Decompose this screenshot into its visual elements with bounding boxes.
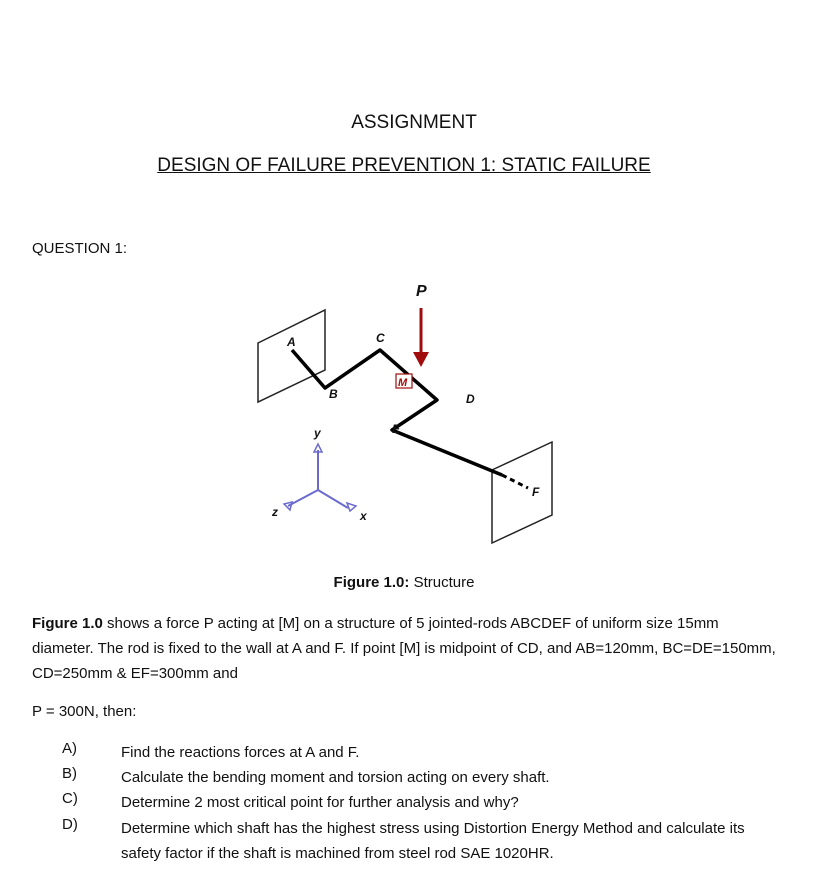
label-e: E	[392, 422, 401, 436]
label-p: P	[416, 283, 427, 300]
wall-a	[258, 310, 325, 402]
force-p-head	[413, 352, 429, 367]
wall-f	[492, 442, 552, 543]
caption-text: Structure	[409, 574, 475, 591]
item-text: Find the reactions forces at A and F.	[121, 744, 360, 761]
item-label: D)	[62, 816, 78, 833]
item-label: C)	[62, 790, 78, 807]
axis-x	[318, 490, 348, 508]
figure-caption	[0, 574, 808, 591]
problem-paragraph	[32, 611, 782, 686]
item-text: Calculate the bending moment and torsion acting on every shaft.	[121, 769, 550, 786]
caption-label: Figure 1.0:	[333, 574, 410, 591]
label-y: y	[314, 426, 321, 440]
label-d: D	[466, 392, 475, 406]
axis-z	[288, 490, 318, 506]
label-m: M	[398, 377, 408, 389]
figure-reference: Figure 1.0	[32, 615, 103, 632]
label-a: A	[287, 335, 296, 349]
label-z: z	[272, 505, 278, 519]
label-f: F	[532, 485, 540, 499]
question-label: QUESTION 1:	[32, 240, 128, 257]
paragraph-text: shows a force P acting at [M] on a structure of 5 jointed-rods ABCDEF of uniform size 15mm diameter. The rod is fixed to the wall at A and F. If point [M] is midpoint of CD, and AB=120mm, BC=DE=150mm, CD=250mm & EF=300mm and	[32, 615, 776, 682]
label-c: C	[376, 331, 385, 345]
structure-figure	[230, 270, 580, 560]
axis-x-head	[347, 503, 356, 511]
item-text: Determine 2 most critical point for further analysis and why?	[121, 794, 519, 811]
label-b: B	[329, 387, 338, 401]
assignment-title: ASSIGNMENT	[351, 112, 477, 133]
assignment-subtitle: DESIGN OF FAILURE PREVENTION 1: STATIC FAILURE	[157, 155, 651, 176]
item-text: Determine which shaft has the highest stress using Distortion Energy Method and calculate its safety factor if the shaft is machined from steel rod SAE 1020HR.	[121, 820, 745, 862]
item-label: B)	[62, 765, 77, 782]
label-x: x	[360, 509, 367, 523]
item-label: A)	[62, 740, 77, 757]
load-line: P = 300N, then:	[32, 703, 137, 720]
